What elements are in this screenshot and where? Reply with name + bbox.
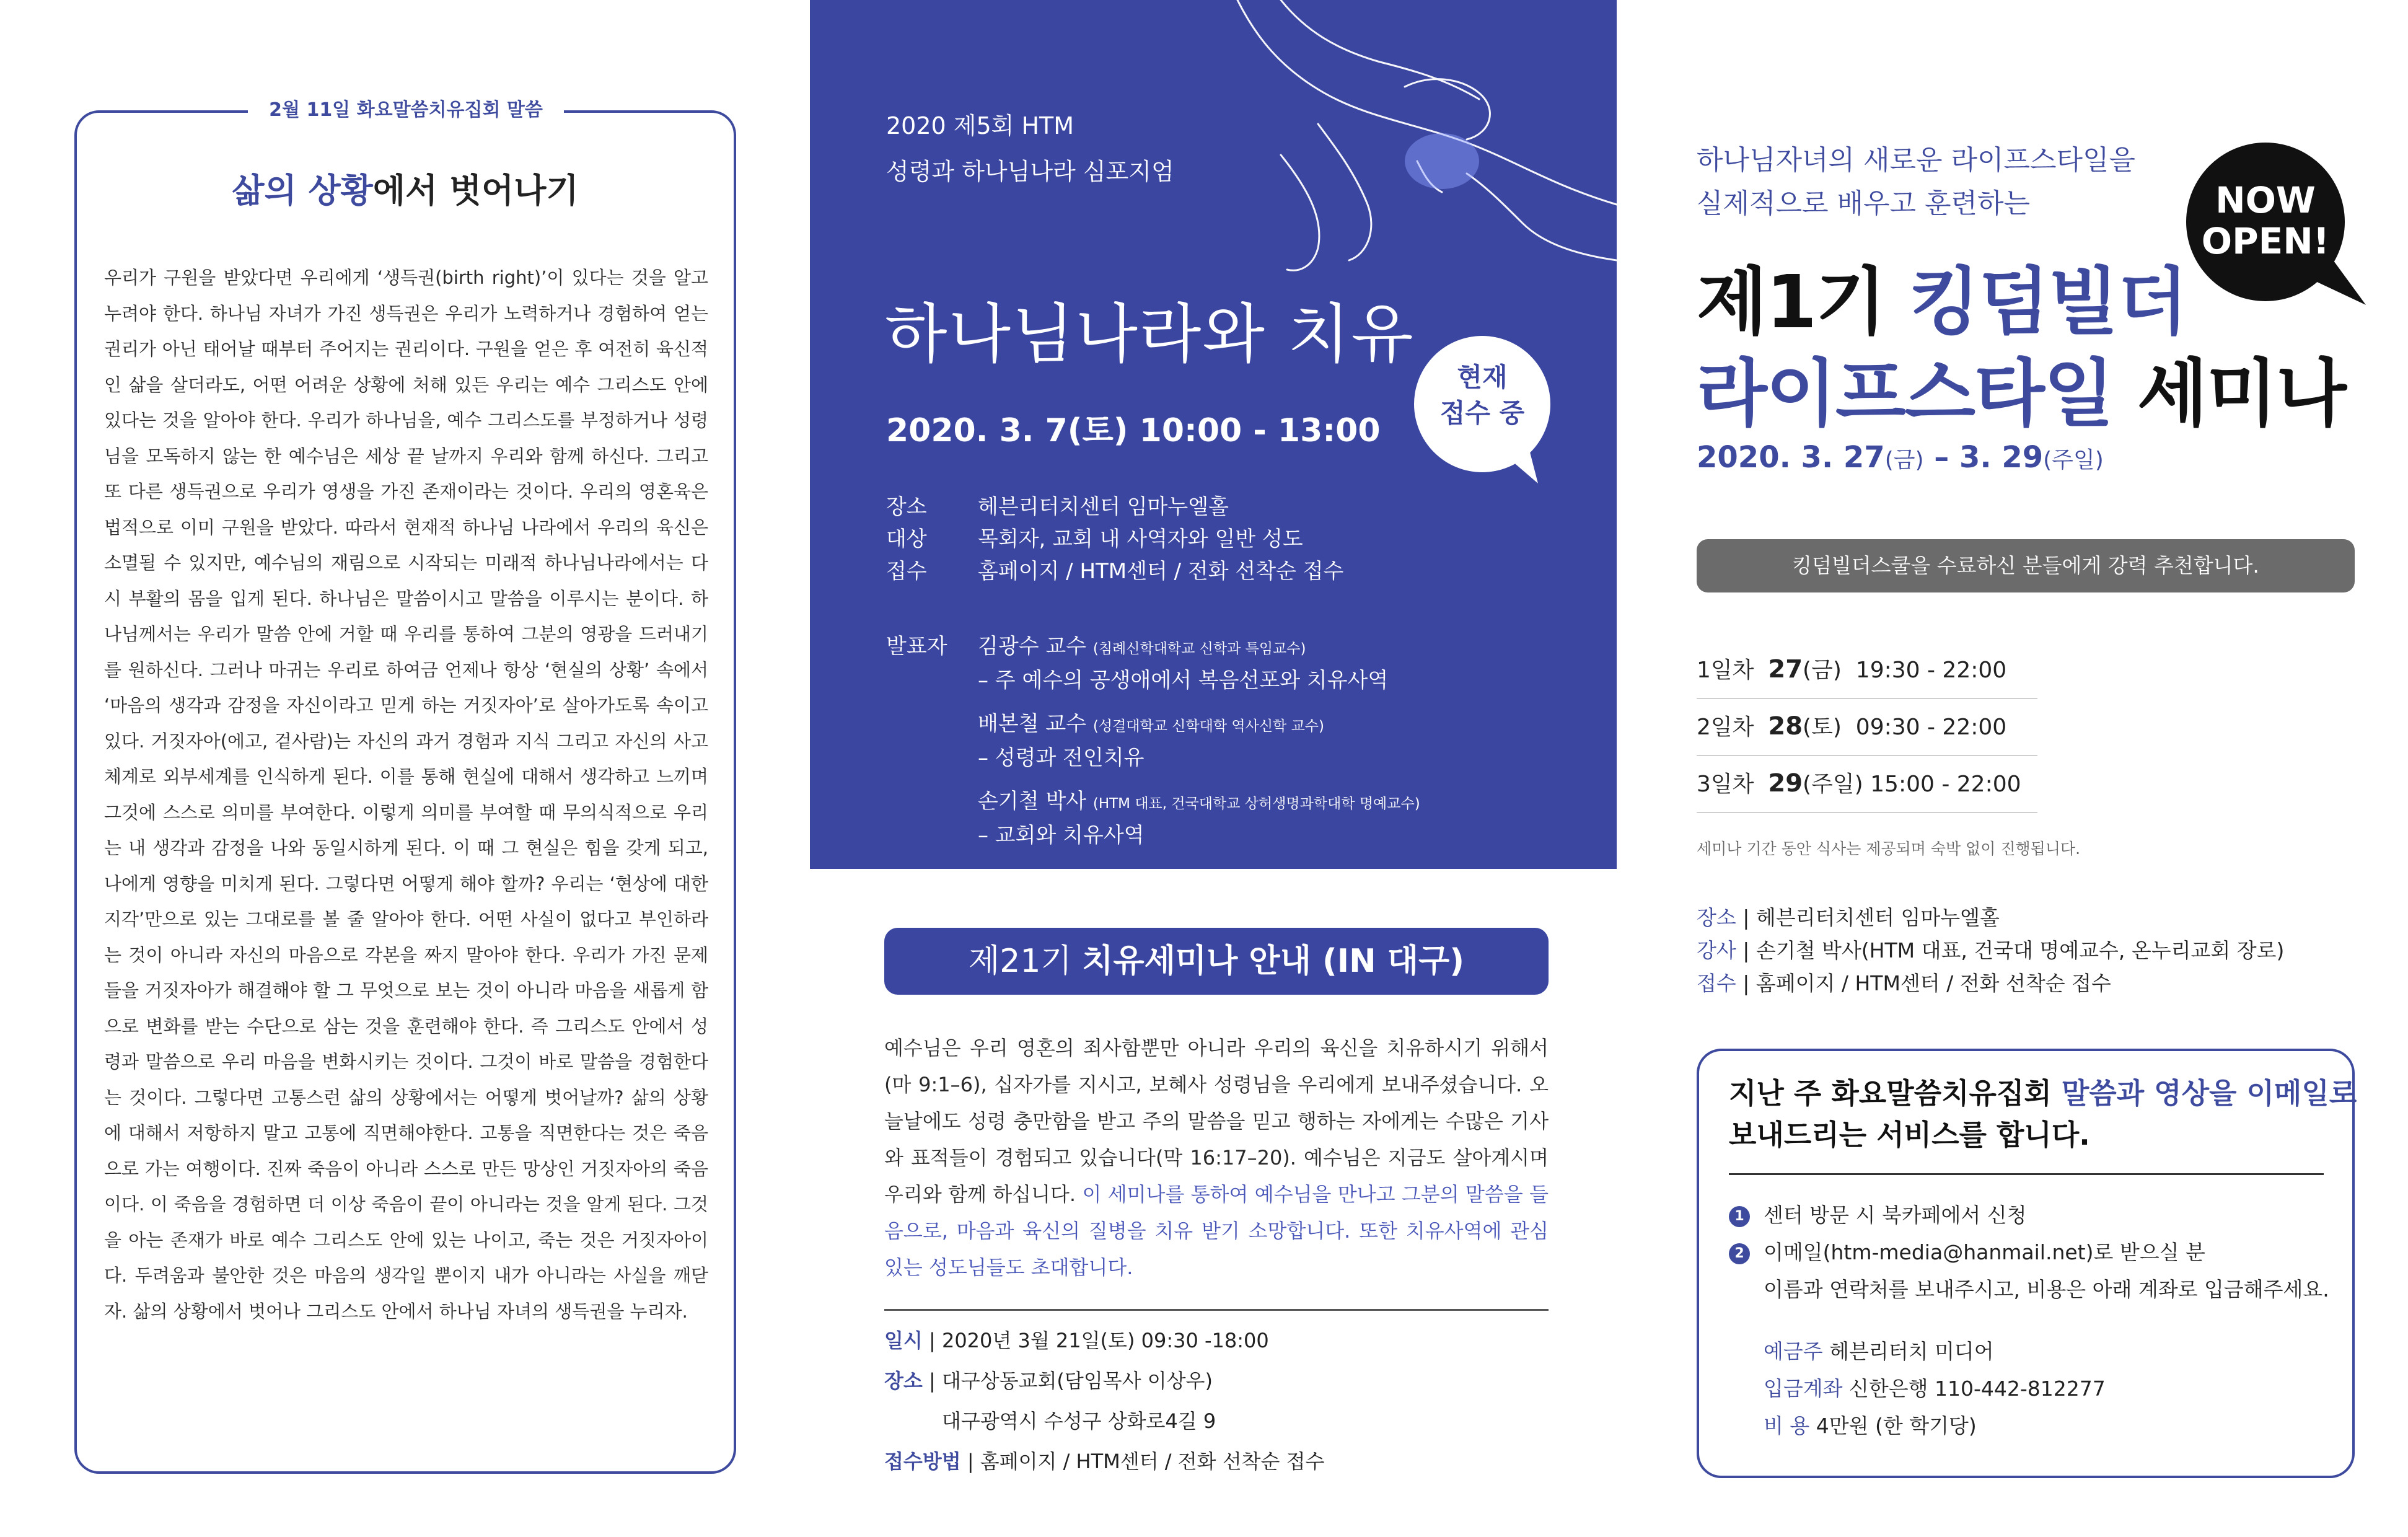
speaker-label: 발표자	[886, 634, 947, 659]
seminar-body-highlight: 이 세미나를 통하여 예수님을 만나고 그분의 말씀을 들음으로, 마음과 육신의 질병을 치유 받기 소망합니다. 또한 치유사역에 관심 있는 성도님들도 초대합니다.	[884, 1182, 1549, 1279]
symposium-row-target	[886, 522, 1303, 552]
row-label: 접수방법	[884, 1450, 961, 1473]
day-dow: (금)	[1803, 658, 1842, 683]
speaker-affiliation: (성결대학교 신학대학 역사신학 교수)	[1092, 718, 1324, 734]
symposium-row-registration	[886, 554, 1343, 584]
day-dow: (주일)	[1803, 772, 1863, 797]
speaker-2	[978, 707, 1324, 737]
speaker-name: 배본철 교수	[978, 711, 1087, 736]
kingdom-row-speaker: 강사 | 손기철 박사(HTM 대표, 건국대 명예교수, 온누리교회 장로)	[1697, 938, 2285, 962]
title-accent: 라이프스타일	[1697, 351, 2113, 436]
day-date: 27	[1768, 655, 1803, 684]
day-label: 3일차	[1697, 772, 1754, 797]
row-value: 홈페이지 / HTM센터 / 전화 선착순 접수	[1755, 971, 2111, 995]
seminar-row-datetime: 일시 | 2020년 3월 21일(토) 09:30 -18:00	[884, 1329, 1269, 1352]
badge-line-1: NOW	[2215, 179, 2316, 221]
meal-note: 세미나 기간 동안 식사는 제공되며 숙박 없이 진행됩니다.	[1697, 840, 2081, 858]
email-service-title-1	[1729, 1071, 2357, 1112]
sermon-title	[74, 164, 736, 212]
day-date: 28	[1768, 712, 1803, 741]
day-time: 15:00 - 22:00	[1870, 772, 2021, 797]
date-start-dow: (금)	[1884, 447, 1924, 473]
now-open-badge	[2186, 143, 2372, 309]
date-end-dow: (주일)	[2043, 447, 2104, 473]
title-accent: 말씀과 영상을 이메일로	[2061, 1077, 2357, 1110]
day-time: 19:30 - 22:00	[1855, 658, 2007, 683]
speaker-2-topic: – 성령과 전인치유	[978, 746, 1145, 770]
row-value: 대구상동교회(담임목사 이상우)	[941, 1369, 1213, 1393]
title-part: 세미나	[2112, 351, 2345, 436]
seminar-title-bar	[884, 928, 1549, 995]
row-label: 접수	[1697, 971, 1736, 995]
seminar-body	[884, 1030, 1549, 1286]
row-label: 예금주	[1764, 1339, 1823, 1363]
bubble-line-1: 현재	[1457, 362, 1508, 392]
seminar-row-venue: 장소 | 대구상동교회(담임목사 이상우)	[884, 1369, 1213, 1393]
day-row-1	[1697, 641, 2037, 699]
sermon-title-rest: 에서 벗어나기	[372, 171, 579, 210]
title-part: 제1기	[1697, 259, 1910, 345]
divider	[884, 1309, 1549, 1311]
sermon-body-text: 우리가 구원을 받았다면 우리에게 ‘생득권(birth right)’이 있다는 것을 알고 누려야 한다. 하나님 자녀가 가진 생득권은 우리가 노력하거나 경험하여 얻는 권리가 아닌 태어날 때부터 주어지는 권리이다. 구원을 얻은 후 여전히 육신적인 삶을 살더라도, 어떤 어려운 상황에 처해 있든 우리는 예수 그리스도 안에 있다는 것을 알아야 한다. 우리가 하나님을, 예수 그리스도를 부정하거나 성령님을 모독하지 않는 한 예수님은 세상 끝 날까지 우리와 함께 하신다. 그리고 또 다른 생득권으로 우리가 영생을 가진 존재이라는 것이다. 우리의 영혼육은 법적으로 이미 구원을 받았다. 따라서 현재적 하나님 나라에서 우리의 육신은 소멸될 수 있지만, 예수님의 재림으로 시작되는 미래적 하나님나라에서는 다시 부활의 몸을 입게 된다. 하나님은 말씀이시고 말씀을 이루시는 분이다. 하나님께서는 우리가 말씀 안에 거할 때 우리를 통하여 그분의 영광을 드러내기를 원하신다. 그러나 마귀는 우리로 하여금 언제나 항상 ‘현실의 상황’ 속에서 ‘마음의 생각과 감정을 자신이라고 믿게 하는 거짓자아’로 살아가도록 속이고 있다. 거짓자아(에고, 겉사람)는 자신의 과거 경험과 지식 그리고 자신의 사고체계로 외부세계를 인식하게 된다. 이를 통해 현실에 대해서 생각하고 느끼며 그것에 스스로 의미를 부여한다. 이렇게 의미를 부여할 때 무의식적으로 우리는 내 생각과 감정을 나와 동일시하게 된다. 이 때 그 현실은 힘을 갖게 되고, 나에게 영향을 미치게 된다. 그렇다면 어떻게 해야 할까? 우리는 ‘현상에 대한 지각’만으로 있는 그대로를 볼 줄 알아야 한다. 어떤 사실이 없다고 부인하라는 것이 아니라 자신의 마음으로 각본을 짜지 말아야 한다. 우리가 가진 문제들을 거짓자아가 해결해야 할 그 무엇으로 보는 것이 아니라 마음을 새롭게 함으로 변화를 받는 수단으로 삼는 것을 훈련해야 한다. 즉 그리스도 안에서 성령과 말씀으로 우리 마음을 변화시키는 것이다. 그것이 바로 말씀을 경험한다는 것이다. 그렇다면 고통스런 삶의 상황에서는 어떻게 벗어날까? 삶의 상황에 대해서 저항하지 말고 고통에 직면해야한다. 고통을 직면한다는 것은 죽음으로 가는 여행이다. 진짜 죽음이 아니라 스스로 만든 망상인 거짓자아의 죽음이다. 이 죽음을 경험하면 더 이상 죽음이 끝이 아니라는 것을 알게 된다. 그것을 아는 존재가 바로 예수 그리스도 안에 있는 나이고, 죽는 것은 거짓자아이다. 두려움과 불안한 것은 마음의 생각일 뿐이지 내가 아니라는 사실을 깨닫자. 삶의 상황에서 벗어나 그리스도 안에서 하나님 자녀의 생득권을 누리자.	[104, 267, 708, 1322]
number-badge-icon: 1	[1729, 1206, 1750, 1227]
row-label: 접수	[886, 559, 927, 584]
day-date: 29	[1768, 769, 1803, 798]
kingdom-subtitle-2: 실제적으로 배우고 훈련하는	[1697, 188, 2031, 219]
account-holder	[1764, 1336, 1994, 1365]
day-label: 1일차	[1697, 658, 1754, 683]
kingdom-title-line-2	[1697, 335, 2345, 440]
item-text: 이메일(htm-media@hanmail.net)로 받으실 분	[1764, 1240, 2205, 1264]
speaker-name: 김광수 교수	[978, 634, 1087, 659]
kingdom-row-venue: 장소 | 헤븐리터치센터 임마누엘홀	[1697, 905, 2000, 930]
number-badge-icon: 2	[1729, 1243, 1750, 1264]
sermon-title-highlight: 삶의 상황	[232, 171, 373, 210]
seminar-row-registration: 접수방법 | 홈페이지 / HTM센터 / 전화 선착순 접수	[884, 1450, 1325, 1473]
symposium-subtitle-1: 2020 제5회 HTM	[886, 112, 1074, 139]
email-service-title-2: 보내드리는 서비스를 합니다.	[1729, 1118, 2090, 1152]
row-value: 목회자, 교회 내 사역자와 일반 성도	[978, 527, 1303, 552]
day-dow: (토)	[1803, 715, 1842, 740]
sermon-body	[104, 260, 708, 1329]
kingdom-date	[1697, 440, 2104, 475]
symposium-date: 2020. 3. 7(토) 10:00 - 13:00	[886, 412, 1381, 449]
row-value: 손기철 박사(HTM 대표, 건국대 명예교수, 온누리교회 장로)	[1755, 938, 2285, 962]
symposium-subtitle-2: 성령과 하나님나라 심포지엄	[886, 158, 1174, 185]
email-service-item-2-cont: 이름과 연락처를 보내주시고, 비용은 아래 계좌로 입금해주세요.	[1764, 1277, 2329, 1301]
speaker-1	[978, 629, 1306, 659]
speaker-1-topic: – 주 예수의 공생애에서 복음선포와 치유사역	[978, 668, 1389, 693]
day-row-2	[1697, 698, 2037, 756]
speaker-name: 손기철 박사	[978, 789, 1087, 814]
day-label: 2일차	[1697, 715, 1754, 740]
row-label: 비 용	[1764, 1414, 1810, 1438]
title-accent: 킹덤빌더	[1909, 259, 2187, 345]
row-value: 홈페이지 / HTM센터 / 전화 선착순 접수	[978, 559, 1344, 584]
row-value: 헤븐리터치 미디어	[1829, 1339, 1994, 1363]
day-row-3	[1697, 755, 2037, 813]
speaker-affiliation: (침례신학대학교 신학과 특임교수)	[1092, 641, 1306, 657]
date-start: 2020. 3. 27	[1697, 440, 1885, 475]
day-time: 09:30 - 22:00	[1855, 715, 2007, 740]
speaker-affiliation: (HTM 대표, 건국대학교 상허생명과학대학 명예교수)	[1092, 796, 1420, 812]
email-service-item-1	[1729, 1199, 2027, 1228]
row-label: 장소	[1697, 905, 1736, 930]
row-label: 장소	[884, 1369, 923, 1393]
email-service-item-2	[1729, 1236, 2205, 1266]
row-value: 헤븐리터치센터 임마누엘홀	[978, 495, 1229, 519]
row-label: 강사	[1697, 938, 1736, 962]
service-fee	[1764, 1410, 1977, 1439]
seminar-body-text: 예수님은 우리 영혼의 죄사함뿐만 아니라 우리의 육신을 치유하시기 위해서(마 9:1–6), 십자가를 지시고, 보혜사 성령님을 우리에게 보내주셨습니다. 오늘날에도 성령 충만함을 받고 주의 말씀을 믿고 행하는 자에게는 수많은 기사와 표적들이 경험되고 있습니다(막 16:17–20). 예수님은 지금도 살아계시며 우리와 함께 하십니다.	[884, 1036, 1549, 1206]
recommendation-bar: 킹덤빌더스쿨을 수료하신 분들에게 강력 추천합니다.	[1697, 539, 2355, 592]
registration-open-bubble	[1414, 336, 1550, 472]
speaker-3	[978, 784, 1420, 814]
account-number	[1764, 1373, 2106, 1402]
row-value: 신한은행 110-442-812277	[1849, 1376, 2106, 1401]
badge-line-2: OPEN!	[2201, 220, 2330, 262]
seminar-row-address: 대구광역시 수성구 상화로4길 9	[942, 1409, 1216, 1433]
row-label: 대상	[886, 527, 927, 552]
title-part: 지난 주 화요말씀치유집회	[1729, 1077, 2062, 1110]
row-value: 홈페이지 / HTM센터 / 전화 선착순 접수	[980, 1450, 1325, 1473]
bubble-line-2: 접수 중	[1439, 398, 1525, 428]
date-end: – 3. 29	[1923, 440, 2044, 475]
row-label: 장소	[886, 495, 927, 519]
row-value: 헤븐리터치센터 임마누엘홀	[1755, 905, 2000, 930]
kingdom-title-line-1	[1697, 243, 2187, 348]
speaker-3-topic: – 교회와 치유사역	[978, 823, 1145, 848]
seminar-title-main: 치유세미나 안내 (IN 대구)	[1082, 943, 1464, 980]
row-label: 일시	[884, 1329, 923, 1352]
kingdom-row-registration: 접수 | 홈페이지 / HTM센터 / 전화 선착순 접수	[1697, 971, 2111, 995]
symposium-title: 하나님나라와 치유	[885, 296, 1415, 372]
seminar-title-prefix: 제21기	[969, 943, 1083, 980]
row-value: 2020년 3월 21일(토) 09:30 -18:00	[941, 1329, 1269, 1352]
row-value: 4만원 (한 학기당)	[1816, 1414, 1977, 1438]
symposium-row-venue	[886, 490, 1229, 520]
sermon-date-tag: 2월 11일 화요말씀치유집회 말씀	[248, 93, 564, 128]
divider	[1729, 1173, 2324, 1175]
item-text: 센터 방문 시 북카페에서 신청	[1764, 1203, 2027, 1227]
row-label: 입금계좌	[1764, 1376, 1843, 1401]
kingdom-subtitle-1: 하나님자녀의 새로운 라이프스타일을	[1697, 144, 2136, 176]
